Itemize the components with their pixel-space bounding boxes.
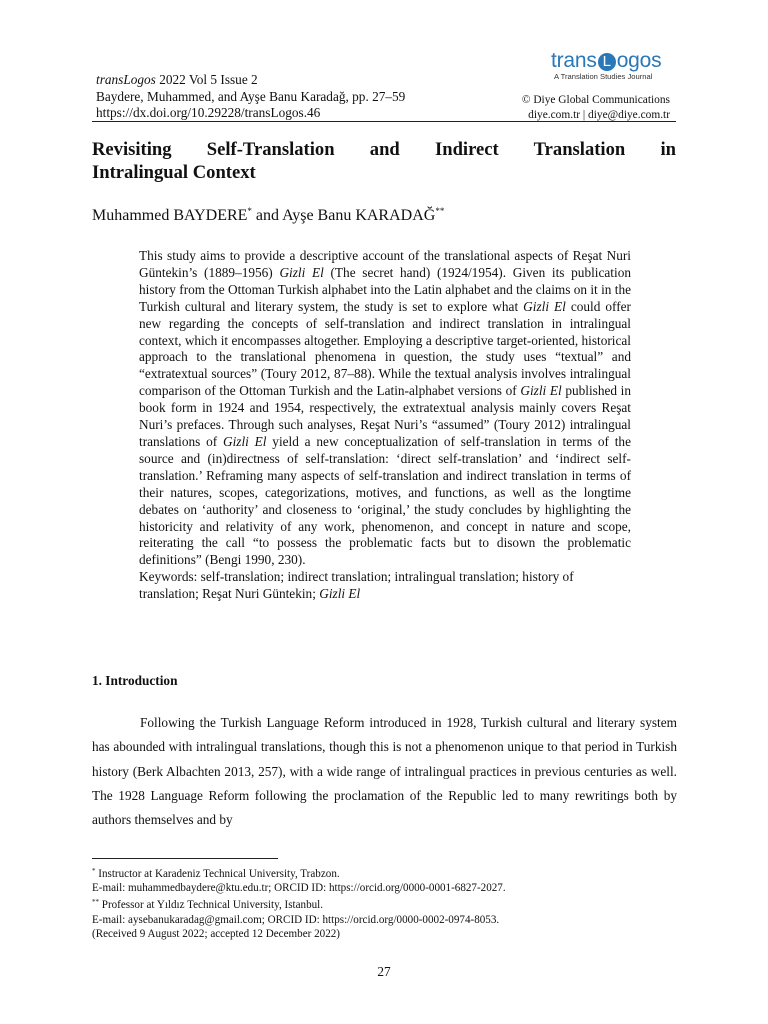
paper-title [92, 139, 676, 184]
publisher-info [522, 93, 670, 122]
received-dates: (Received 9 August 2022; accepted 12 December 2022) [92, 927, 340, 940]
author-2: Ayşe Banu KARADAĞ [282, 207, 436, 224]
paper-title-line1: Revisiting Self-Translation and Indirect Translation in [92, 139, 676, 160]
footnote-1-contact: E-mail: muhammedbaydere@ktu.edu.tr; ORCID ID: https://orcid.org/0000-0001-6827-2027. [92, 882, 506, 895]
publisher-name: © Diye Global Communications [521, 94, 670, 106]
body-paragraph: Following the Turkish Language Reform introduced in 1928, Turkish cultural and literary system has abounded with intralingual translations, though this is not a phenomenon unique to that period in Turkish history (Berk Albachten 2013, 257), with a wide range of intralingual practices in previous centuries as well. The 1928 Language Reform following the proclamation of the Republic led to many rewritings both by authors themselves and by [92, 715, 677, 828]
author-list: Muhammed BAYDERE* and Ayşe Banu KARADAĞ** [92, 206, 445, 224]
header-divider [92, 121, 676, 122]
abstract-text: This study aims to provide a descriptive account of the translational aspects of Reşat Nuri Güntekin’s (1889–1956) Gizli El (The secret hand) (1924/1954). Given its publication history from the Ottoman Turkish alphabet into the Latin alphabet and the claims on it in the Turkish cultural and literary system, the study is set to explore what Gizli El could offer new regarding the concepts of self-translation and indirect translation in intralingual context, which it encompasses altogether. Employing a descriptive target-oriented, historical approach to the translational phenomena in question, the study uses “textual” and “extratextual sources” (Toury 2012, 87–88). While the textual analysis involves intralingual comparison of the Ottoman Turkish and the Latin-alphabet versions of Gizli El published in book form in 1924 and 1954, respectively, the extratextual analysis mainly covers Reşat Nuri’s prefaces. Through such analyses, Reşat Nuri’s “assumed” (Toury 2012) intralingual translations of Gizli El yield a new conceptualization of self-translation in terms of the source and (in)directness of self-translation: ‘direct self-translation’ and ‘indirect self-translation.’ Reframing many aspects of self-translation and indirect translation in terms of their natures, scopes, categorizations, motives, and functions, as well as the longtime debates on ‘authority’ and closeness to ‘original,’ the study concludes by highlighting the historicity and relativity of any work, phenomenon, and concept in nature and scope, reiterating the call “to possess the problematic facts but to disown the problematic definitions” (Bengi 1990, 230). [139, 248, 632, 568]
abstract [139, 248, 631, 603]
work-title: Gizli El [279, 264, 324, 280]
paper-title-line2: Intralingual Context [92, 161, 256, 183]
author-1-footnote-mark: * [247, 206, 252, 216]
citation-line: Baydere, Muhammed, and Ayşe Banu Karadağ, pp. 27–59 [96, 88, 406, 104]
footnote-2-contact: E-mail: aysebanukaradag@gmail.com; ORCID ID: https://orcid.org/0000-0002-0974-8053. [92, 913, 500, 926]
journal-name: transLogos [96, 72, 156, 87]
doi-link[interactable]: https://dx.doi.org/10.29228/transLogos.46 [96, 105, 321, 120]
logo-l-circle-icon: L [598, 53, 616, 71]
publisher-contact[interactable]: diye.com.tr | diye@diye.com.tr [528, 108, 670, 121]
author-1: Muhammed BAYDERE [92, 207, 248, 224]
footnote-1: * Instructor at Karadeniz Technical University, Trabzon. [92, 867, 340, 880]
footnotes [92, 864, 506, 941]
keywords: Keywords: self-translation; indirect translation; intralingual translation; history of translation; Reşat Nuri Güntekin; Gizli El [139, 569, 574, 602]
translogos-logo [551, 50, 671, 84]
footnote-divider [92, 858, 278, 859]
logo-tagline: A Translation Studies Journal [554, 72, 653, 81]
journal-issue: 2022 Vol 5 Issue 2 [159, 72, 258, 87]
section-heading: 1. Introduction [92, 673, 178, 688]
journal-issue-line [96, 72, 405, 89]
page-number: 27 [377, 964, 391, 979]
author-2-footnote-mark: ** [435, 206, 445, 216]
footnote-2: ** Professor at Yıldız Technical University, Istanbul. [92, 898, 324, 912]
journal-header [96, 72, 405, 122]
logo-wordmark: trans L ogos [551, 49, 662, 72]
